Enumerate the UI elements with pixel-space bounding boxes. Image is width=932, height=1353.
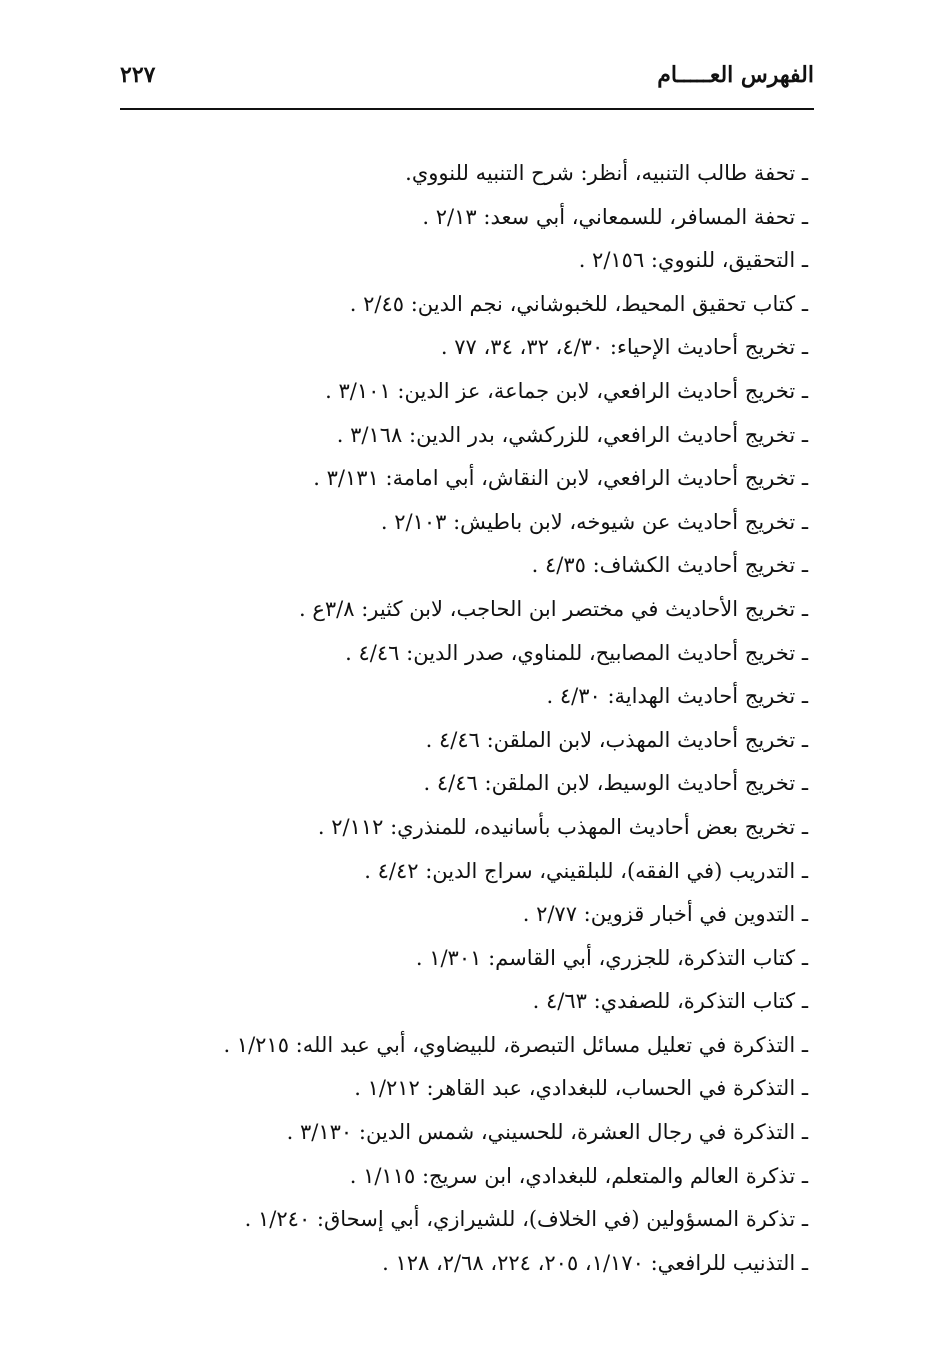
index-entry: ـ تخريج الأحاديث في مختصر ابن الحاجب، لابن كثير: ٣/٨ع .: [298, 596, 808, 621]
index-entry: ـ تحفة طالب التنبيه، أنظر: شرح التنبيه للنووي.: [405, 161, 808, 185]
page-number: ٢٢٧: [120, 62, 156, 88]
index-entry: ـ التحقيق، للنووي: ٢/١٥٦ .: [578, 248, 808, 273]
index-entry: ـ تخريج أحاديث الكشاف: ٤/٣٥ .: [531, 553, 808, 578]
index-entry: ـ تخريج أحاديث الهداية: ٤/٣٠ .: [546, 684, 808, 709]
index-entry: ـ تخريج أحاديث الرافعي، لابن جماعة، عز الدين: ٣/١٠١ .: [325, 378, 808, 403]
index-entry: ـ تخريج أحاديث الإحياء: ٤/٣٠، ٣٢، ٣٤، ٧٧ .: [440, 335, 808, 360]
index-entry: ـ التذكرة في تعليل مسائل التبصرة، للبيضاوي، أبي عبد الله: ١/٢١٥ .: [223, 1032, 808, 1057]
index-entry: ـ التدريب (في الفقه)، للبلقيني، سراج الدين: ٤/٤٢ .: [364, 858, 808, 883]
index-entry: ـ التذنيب للرافعي: ١/١٧٠، ٢٠٥، ٢٢٤، ٢/٦٨، ١٢٨ .: [382, 1250, 808, 1275]
index-entry: ـ تخريج أحاديث المصابيح، للمناوي، صدر الدين: ٤/٤٦ .: [345, 640, 808, 665]
index-entry-list: [108, 152, 808, 1285]
index-entry: ـ تخريج أحاديث المهذب، لابن الملقن: ٤/٤٦ .: [425, 727, 808, 752]
header-divider: [120, 108, 814, 110]
page-header: [120, 54, 814, 98]
index-entry: ـ التذكرة في الحساب، للبغدادي، عبد القاهر: ١/٢١٢ .: [354, 1076, 808, 1101]
index-entry: ـ كتاب التذكرة، للجزري، أبي القاسم: ١/٣٠١ .: [415, 945, 808, 970]
index-entry: ـ تخريج بعض أحاديث المهذب بأسانيده، للمنذري: ٢/١١٢ .: [317, 814, 808, 839]
running-header-title: الفهرس العـــــام: [657, 62, 814, 88]
index-entry: ـ كتاب تحقيق المحيط، للخبوشاني، نجم الدين: ٢/٤٥ .: [349, 291, 808, 316]
index-entry: ـ كتاب التذكرة، للصفدي: ٤/٦٣ .: [532, 989, 808, 1014]
index-entry: ـ تخريج أحاديث عن شيوخه، لابن باطيش: ٢/١٠٣ .: [380, 509, 808, 534]
index-entry: ـ تخريج أحاديث الرافعي، لابن النقاش، أبي امامة: ٣/١٣١ .: [313, 466, 808, 491]
index-entry: ـ التذكرة في رجال العشرة، للحسيني، شمس الدين: ٣/١٣٠ .: [286, 1120, 808, 1145]
index-entry: ـ تذكرة المسؤولين (في الخلاف)، للشيرازي، أبي إسحاق: ١/٢٤٠ .: [244, 1207, 808, 1232]
index-entry: ـ التدوين في أخبار قزوين: ٢/٧٧ .: [522, 902, 808, 927]
index-entry: ـ تخريج أحاديث الرافعي، للزركشي، بدر الدين: ٣/١٦٨ .: [336, 422, 808, 447]
index-entry: ـ تخريج أحاديث الوسيط، لابن الملقن: ٤/٤٦ .: [423, 771, 808, 796]
index-entry: ـ تحفة المسافر، للسمعاني، أبي سعد: ٢/١٣ .: [422, 204, 808, 229]
index-entry: ـ تذكرة العالم والمتعلم، للبغدادي، ابن سريج: ١/١١٥ .: [349, 1163, 808, 1188]
